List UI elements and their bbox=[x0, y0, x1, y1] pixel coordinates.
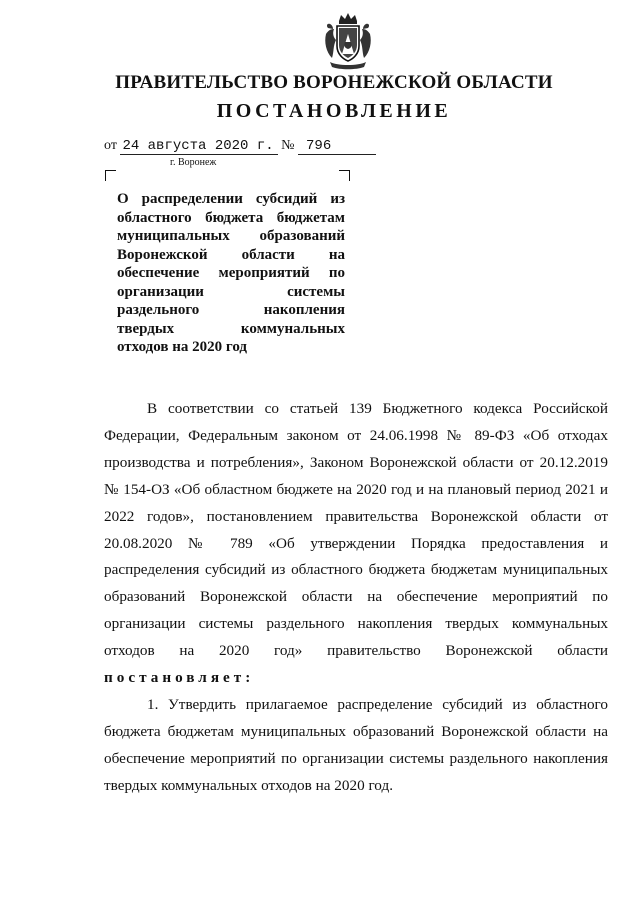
subject-line: областного бюджета бюджетам bbox=[117, 209, 345, 226]
body-line: производства и потребления», Законом Воронежской области от 20.12.2019 bbox=[104, 453, 608, 471]
subject-line: обеспечение мероприятий по bbox=[117, 265, 345, 281]
subject-line: организации системы bbox=[117, 283, 345, 300]
organization-title: ПРАВИТЕЛЬСТВО ВОРОНЕЖСКОЙ ОБЛАСТИ bbox=[115, 72, 553, 93]
subject-line: раздельного накопления bbox=[117, 302, 345, 318]
body-line: твердых коммунальных отходов на 2020 год. bbox=[104, 776, 393, 794]
body-line: бюджета бюджетам муниципальных образований Воронежской области на bbox=[104, 722, 608, 740]
body-text bbox=[104, 396, 608, 800]
coat-of-arms-icon bbox=[322, 12, 374, 70]
subject-line: твердых коммунальных bbox=[117, 320, 345, 337]
document-number: 796 bbox=[298, 138, 376, 155]
body-line: Федерации, Федеральным законом от 24.06.1998 № 89-ФЗ «Об отходах bbox=[104, 426, 608, 444]
document-date: 24 августа 2020 г. bbox=[120, 138, 277, 155]
city-label: г. Воронеж bbox=[170, 157, 217, 168]
subject-corner-left-mark bbox=[105, 170, 116, 181]
subject-corner-right-mark bbox=[339, 170, 350, 181]
body-line: 1. Утвердить прилагаемое распределение субсидий из областного bbox=[147, 695, 608, 713]
subject-line: муниципальных образований bbox=[117, 228, 345, 244]
body-line: обеспечение мероприятий по организации системы раздельного накопления bbox=[104, 749, 608, 767]
body-line: отходов на 2020 год» правительство Воронежской области bbox=[104, 642, 608, 660]
subject-line: О распределении субсидий из bbox=[117, 191, 345, 207]
subject-line: Воронежской области на bbox=[117, 246, 345, 263]
subject-title-block bbox=[117, 190, 345, 357]
body-line: 2022 годов», постановлением правительства Воронежской области от bbox=[104, 507, 608, 525]
number-label: № bbox=[281, 138, 295, 153]
body-line: № 154-ОЗ «Об областном бюджете на 2020 год и на плановый период 2021 и bbox=[104, 480, 608, 498]
body-line: 20.08.2020 № 789 «Об утверждении Порядка предоставления и bbox=[104, 534, 608, 552]
body-line: распределения субсидий из областного бюджета бюджетам муниципальных bbox=[104, 561, 608, 579]
resolves-keyword: постановляет: bbox=[104, 669, 255, 687]
body-line: образований Воронежской области на обеспечение мероприятий по bbox=[104, 588, 608, 606]
body-line: организации системы раздельного накопления твердых коммунальных bbox=[104, 615, 608, 633]
date-prefix-label: от bbox=[104, 138, 117, 153]
date-number-line bbox=[104, 138, 376, 155]
document-type-title: ПОСТАНОВЛЕНИЕ bbox=[216, 100, 452, 122]
body-line: В соответствии со статьей 139 Бюджетного кодекса Российской bbox=[147, 400, 608, 417]
subject-line: отходов на 2020 год bbox=[117, 339, 247, 355]
